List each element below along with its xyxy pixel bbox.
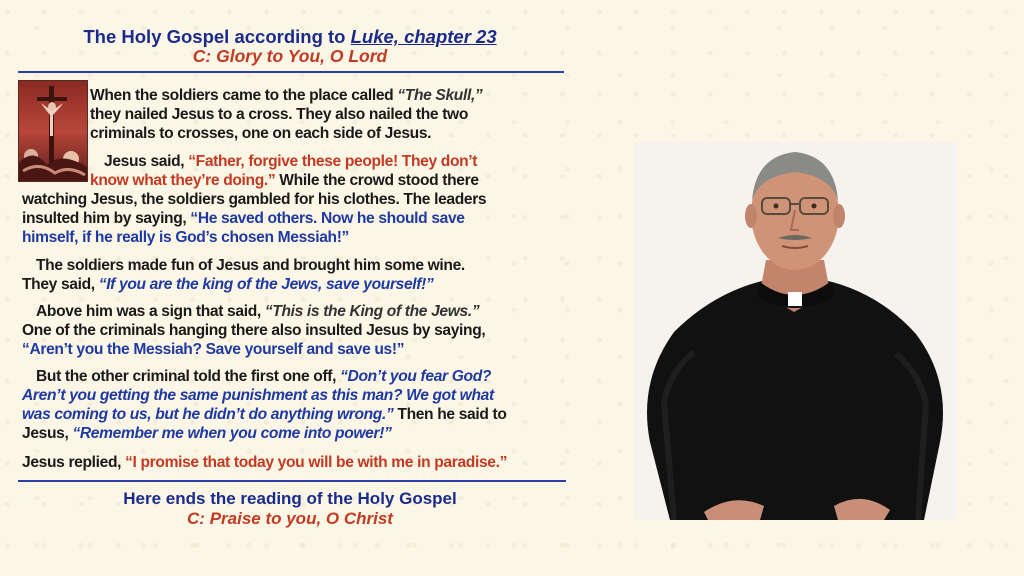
reading-paragraph-6	[22, 453, 507, 472]
reading-text: When the soldiers came to the place called	[90, 87, 398, 104]
quote-jesus-forgive: know what they’re doing.”	[90, 172, 276, 189]
reading-text: Jesus,	[22, 425, 73, 442]
bottom-divider	[18, 480, 566, 482]
quote-soldiers: “If you are the king of the Jews, save yourself!”	[98, 276, 434, 293]
reading-text: Then he said to	[393, 406, 507, 423]
reading-text: they nailed Jesus to a cross. They also nailed the two	[90, 106, 468, 123]
title-reference: Luke, chapter 23	[350, 26, 497, 47]
quote-jesus-forgive: “Father, forgive these people! They don’t	[188, 153, 478, 170]
reading-paragraph-1	[90, 86, 482, 143]
reading-text: insulted him by saying,	[22, 210, 191, 227]
reading-paragraph-3	[22, 256, 465, 294]
reading-text: They said,	[22, 276, 99, 293]
quote-criminal-one: “Aren’t you the Messiah? Save yourself and save us!”	[22, 341, 405, 358]
quote-the-skull: “The Skull,”	[397, 87, 483, 104]
gospel-response: C: Glory to You, O Lord	[192, 46, 388, 66]
presenter-image	[634, 142, 956, 520]
reading-paragraph-5	[22, 367, 507, 443]
reading-paragraph-4	[22, 302, 485, 359]
quote-criminal-two: “Don’t you fear God?	[340, 368, 492, 385]
closing-statement: Here ends the reading of the Holy Gospel	[123, 489, 457, 508]
quote-remember-me: “Remember me when you come into power!”	[72, 425, 392, 442]
top-divider	[18, 71, 564, 73]
reading-text: watching Jesus, the soldiers gambled for his clothes. The leaders	[22, 191, 487, 208]
closing-response: C: Praise to you, O Christ	[187, 509, 393, 528]
reading-text: The soldiers made fun of Jesus and brought him some wine.	[36, 257, 465, 274]
quote-sign: “This is the King of the Jews.”	[264, 303, 480, 320]
title-prefix: The Holy Gospel according to	[83, 26, 351, 47]
reading-text: While the crowd stood there	[275, 172, 479, 189]
reading-text: But the other criminal told the first one off,	[36, 368, 341, 385]
reading-text: criminals to crosses, one on each side of Jesus.	[90, 125, 432, 142]
gospel-title	[20, 26, 560, 47]
quote-criminal-two: was coming to us, but he didn’t do anything wrong.”	[22, 406, 394, 423]
reading-text: Above him was a sign that said,	[36, 303, 265, 320]
reading-text: Jesus said,	[104, 153, 189, 170]
reading-paragraph-2	[22, 152, 486, 247]
reading-text: One of the criminals hanging there also insulted Jesus by saying,	[22, 322, 486, 339]
reading-text: Jesus replied,	[22, 454, 126, 471]
quote-paradise: “I promise that today you will be with me in paradise.”	[125, 454, 508, 471]
quote-leaders: himself, if he really is God’s chosen Messiah!”	[22, 229, 350, 246]
quote-leaders: “He saved others. Now he should save	[190, 210, 465, 227]
quote-criminal-two: Aren’t you getting the same punishment as this man? We got what	[22, 387, 494, 404]
